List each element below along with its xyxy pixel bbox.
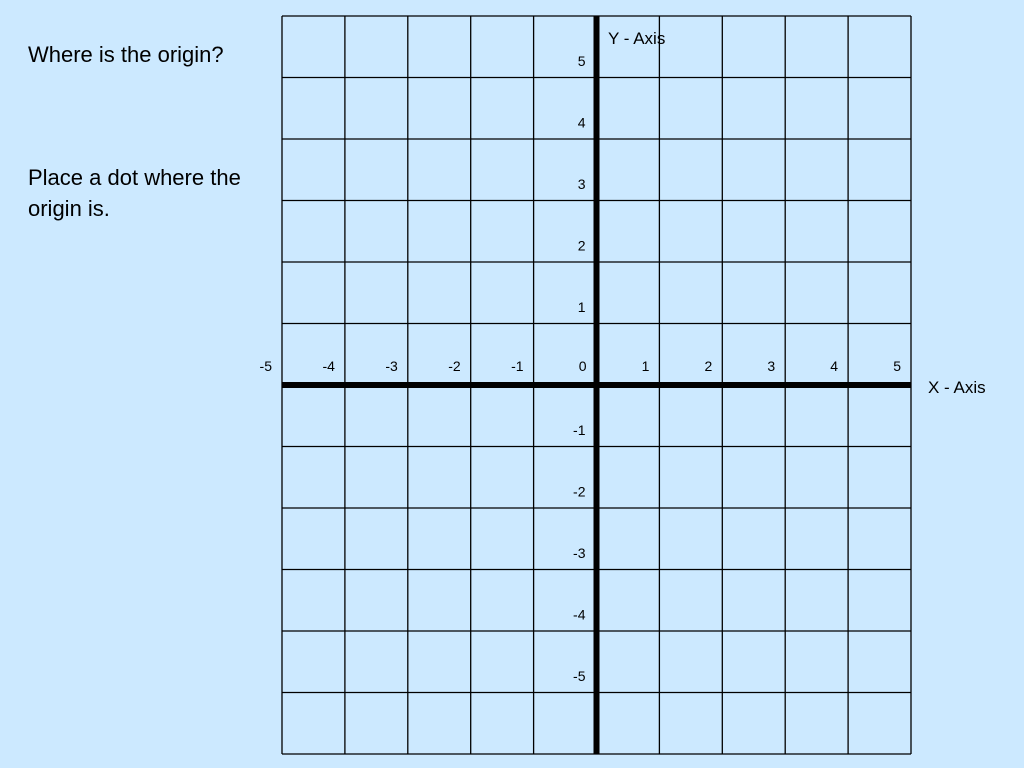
y-tick-label: 3 [577, 176, 586, 192]
x-tick-label: 3 [767, 358, 776, 374]
x-tick-label: 0 [578, 358, 587, 374]
x-tick-label: 5 [893, 358, 901, 374]
y-tick-label: 2 [577, 237, 586, 254]
x-tick-label: -4 [322, 358, 335, 374]
x-tick-label: -3 [385, 358, 398, 374]
question-text: Where is the origin? [28, 42, 224, 67]
y-tick-label: 1 [577, 299, 586, 315]
x-tick-label: 1 [641, 358, 650, 374]
x-tick-labels [260, 358, 902, 374]
x-tick-label: 2 [704, 358, 713, 374]
x-tick-label: -5 [259, 358, 272, 374]
x-axis-title: X - Axis [928, 378, 986, 397]
y-tick-label: -3 [573, 545, 586, 561]
instruction-text: Place a dot where the origin is. [28, 165, 241, 221]
x-tick-label: -2 [448, 358, 461, 374]
x-tick-label: 4 [830, 358, 839, 374]
y-tick-label: -4 [573, 606, 586, 623]
y-tick-label: 4 [577, 114, 586, 131]
y-axis-title: Y - Axis [608, 29, 666, 48]
x-tick-label: -1 [511, 358, 524, 374]
y-tick-label: 5 [577, 53, 586, 69]
y-tick-label: -5 [573, 668, 586, 684]
y-tick-label: -2 [573, 483, 586, 500]
y-tick-label: -1 [573, 422, 586, 438]
